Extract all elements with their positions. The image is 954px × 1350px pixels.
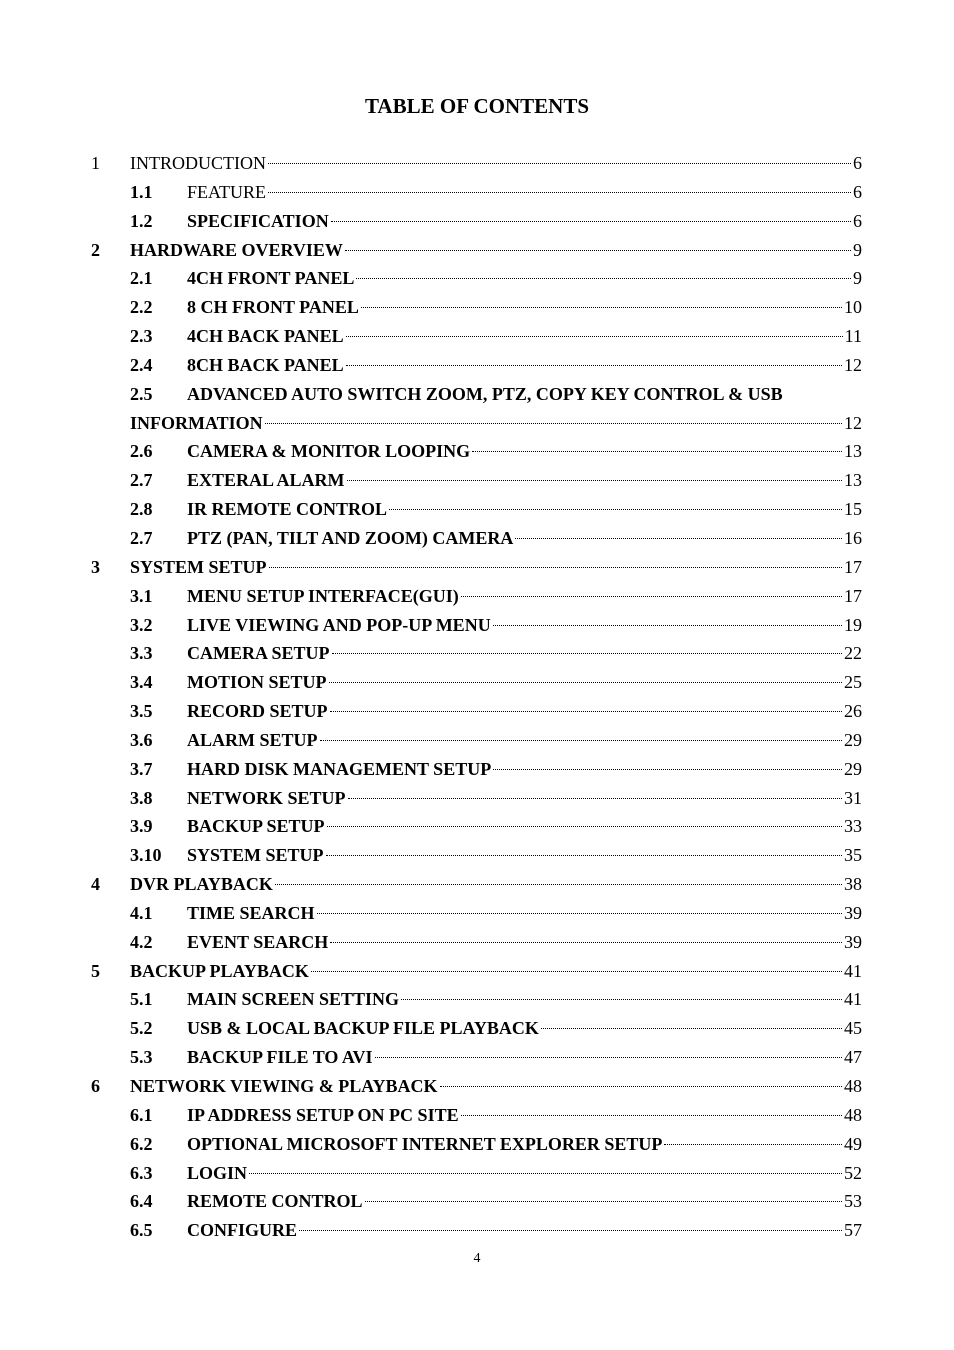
toc-entry-title: CAMERA & MONITOR LOOPING [187,441,471,462]
toc-entry-page: 26 [844,701,862,722]
dot-leader [317,913,842,914]
dot-leader [326,855,842,856]
toc-entry-line [187,668,862,696]
toc-entry-number: 2.1 [130,268,153,289]
toc-entry-number: 3.2 [130,614,153,635]
toc-entry[interactable] [0,957,954,986]
toc-entry-title: MOTION SETUP [187,672,327,693]
toc-entry-line [187,841,862,869]
toc-entry-number: 6.3 [130,1162,153,1183]
dot-leader [365,1201,842,1202]
dot-leader [461,596,842,597]
toc-entry-title: RECORD SETUP [187,701,328,722]
toc-entry-number: 3.7 [130,758,153,779]
toc-entry-page: 19 [844,614,862,635]
toc-entry-title: CAMERA SETUP [187,643,330,664]
toc-entry-number: 6.1 [130,1104,153,1125]
toc-entry-number: 5.3 [130,1047,153,1068]
toc-entry-title: IP ADDRESS SETUP ON PC SITE [187,1104,459,1125]
toc-entry-page: 33 [844,816,862,837]
dot-leader [389,509,842,510]
dot-leader [361,307,842,308]
toc-entry-line [130,1072,862,1100]
toc-entry-line [187,582,862,610]
toc-entry-line [187,1187,862,1215]
toc-entry[interactable] [0,697,954,726]
toc-entry-title: 4CH BACK PANEL [187,326,344,347]
toc-entry[interactable] [0,1130,954,1159]
toc-entry-line [187,639,862,667]
toc-entry-title: DVR PLAYBACK [130,874,273,895]
toc-entry-page: 49 [844,1133,862,1154]
toc-entry-number: 2.5 [130,383,153,404]
toc-entry-line [187,322,862,350]
toc-entry-page: 17 [844,556,862,577]
toc-entry-title: 8CH BACK PANEL [187,354,344,375]
toc-entry-number: 1 [91,153,100,173]
toc-entry[interactable] [0,784,954,813]
dot-leader [461,1115,842,1116]
toc-entry[interactable] [0,812,954,841]
dot-leader [472,451,842,452]
toc-entry-title: CONFIGURE [187,1220,298,1241]
toc-entry-page: 45 [844,1018,862,1039]
toc-list [0,149,954,1245]
toc-entry[interactable] [0,264,954,293]
toc-entry-number: 3.4 [130,672,153,693]
toc-entry-line [187,524,862,552]
toc-entry[interactable] [0,322,954,351]
dot-leader [329,682,842,683]
toc-entry-page: 48 [844,1104,862,1125]
toc-entry[interactable] [0,726,954,755]
toc-entry-line [187,207,862,235]
toc-entry[interactable] [0,236,954,265]
toc-entry-line [130,957,862,985]
toc-entry-line [187,466,862,494]
toc-entry-title: BACKUP FILE TO AVI [187,1047,373,1068]
toc-entry[interactable] [0,841,954,870]
toc-entry-page: 39 [844,902,862,923]
toc-entry[interactable] [0,639,954,668]
toc-entry-number: 3.9 [130,816,153,837]
toc-entry-number: 2.7 [130,527,153,548]
toc-entry-page: 39 [844,931,862,952]
toc-entry-number: 4.2 [130,931,153,952]
toc-entry-page: 29 [844,729,862,750]
toc-entry-page: 41 [844,960,862,981]
toc-entry-line [187,437,862,465]
dot-leader [275,884,842,885]
toc-entry-line [187,351,862,379]
toc-entry-page: 38 [844,874,862,895]
toc-entry[interactable] [0,1072,954,1101]
toc-entry-number: 2.7 [130,470,153,491]
toc-entry-page: 29 [844,758,862,779]
toc-entry[interactable] [0,178,954,207]
toc-entry-title: NETWORK SETUP [187,787,346,808]
toc-entry-line [187,928,862,956]
toc-entry-title: ALARM SETUP [187,729,318,750]
toc-entry-number: 1.2 [130,210,153,231]
toc-entry-page: 12 [844,354,862,375]
dot-leader [249,1173,842,1174]
dot-leader [346,365,842,366]
toc-entry-page: 12 [844,412,862,433]
toc-entry-number: 2.6 [130,441,153,462]
dot-leader [348,798,842,799]
toc-entry-number: 2.4 [130,354,153,375]
toc-entry-title: MENU SETUP INTERFACE(GUI) [187,585,459,606]
toc-entry-title: SPECIFICATION [187,210,329,231]
toc-entry[interactable] [0,1187,954,1216]
toc-entry[interactable] [0,985,954,1014]
toc-entry-page: 48 [844,1076,862,1096]
toc-entry[interactable] [0,149,954,178]
dot-leader [515,538,842,539]
dot-leader [440,1086,842,1087]
toc-entry-page: 13 [844,441,862,462]
toc-entry[interactable] [0,1101,954,1130]
toc-entry-page: 57 [844,1220,862,1241]
toc-entry-page: 15 [844,499,862,520]
toc-entry[interactable] [0,207,954,236]
dot-leader [331,221,851,222]
toc-entry-title: OPTIONAL MICROSOFT INTERNET EXPLORER SETUP [187,1133,663,1154]
toc-entry-number: 1.1 [130,181,153,202]
toc-entry-line [187,697,862,725]
toc-entry-title: TIME SEARCH [187,902,315,923]
toc-entry-page: 52 [844,1162,862,1183]
toc-entry-page: 10 [844,297,862,318]
toc-entry[interactable] [0,870,954,899]
toc-entry-number: 4 [91,874,100,895]
toc-entry-page: 6 [853,153,862,173]
toc-entry[interactable] [0,380,954,409]
toc-entry-title: 4CH FRONT PANEL [187,268,355,289]
toc-entry[interactable] [0,553,954,582]
toc-entry-title: INFORMATION [130,412,263,433]
toc-entry-line [187,1130,862,1158]
toc-entry-number: 3.6 [130,729,153,750]
toc-entry-line [187,264,862,292]
toc-entry-line [130,236,862,264]
toc-entry-page: 13 [844,470,862,491]
toc-entry[interactable] [0,668,954,697]
toc-entry-number: 3.1 [130,585,153,606]
toc-entry-page: 6 [853,210,862,231]
toc-entry-title: IR REMOTE CONTROL [187,499,388,520]
toc-entry-number: 2.3 [130,326,153,347]
toc-entry-line [130,553,862,581]
page-number: 4 [473,1251,481,1266]
toc-entry-title: USB & LOCAL BACKUP FILE PLAYBACK [187,1018,539,1039]
toc-entry[interactable] [0,524,954,553]
toc-entry-title: REMOTE CONTROL [187,1191,363,1212]
toc-entry-line [187,1101,862,1129]
toc-entry-title: EVENT SEARCH [187,931,329,952]
dot-leader [401,999,842,1000]
toc-entry-line [187,812,862,840]
toc-entry-page: 6 [853,181,862,202]
toc-entry[interactable] [0,611,954,640]
toc-entry-number: 3.5 [130,701,153,722]
toc-entry-page: 31 [844,787,862,808]
toc-entry-number: 3 [91,556,100,577]
toc-entry-page: 17 [844,585,862,606]
toc-entry-title: 8 CH FRONT PANEL [187,297,359,318]
toc-entry-line [187,899,862,927]
dot-leader [493,625,842,626]
dot-leader [311,971,842,972]
toc-entry-line [187,755,862,783]
toc-entry-line [187,611,862,639]
toc-entry[interactable] [0,409,954,438]
toc-entry-line [187,985,862,1013]
dot-leader [541,1028,842,1029]
toc-entry-line [187,380,862,408]
toc-entry-line [187,1043,862,1071]
toc-entry-number: 6.5 [130,1220,153,1241]
toc-entry-title: LOGIN [187,1162,248,1183]
dot-leader [330,711,842,712]
dot-leader [330,942,842,943]
toc-entry-title: SYSTEM SETUP [130,556,267,577]
toc-entry[interactable] [0,351,954,380]
toc-entry-title: NETWORK VIEWING & PLAYBACK [130,1076,438,1096]
toc-entry[interactable] [0,582,954,611]
dot-leader [268,163,851,164]
toc-entry[interactable] [0,928,954,957]
toc-entry[interactable] [0,437,954,466]
toc-entry-title: LIVE VIEWING AND POP-UP MENU [187,614,491,635]
toc-entry-line [187,1014,862,1042]
toc-entry-title: ADVANCED AUTO SWITCH ZOOM, PTZ, COPY KEY CONTROL & USB [187,383,783,404]
toc-entry[interactable] [0,1043,954,1072]
toc-entry[interactable] [0,466,954,495]
dot-leader [320,740,842,741]
toc-entry-line [187,178,862,206]
toc-entry-title: MAIN SCREEN SETTING [187,989,400,1010]
toc-entry-page: 11 [844,326,862,347]
dot-leader [299,1230,842,1231]
toc-entry-number: 4.1 [130,902,153,923]
toc-entry-page: 47 [844,1047,862,1068]
dot-leader [346,336,843,337]
toc-entry-title: SYSTEM SETUP [187,845,324,866]
toc-entry-line [130,870,862,898]
dot-leader [269,567,842,568]
dot-leader [265,423,842,424]
toc-entry-number: 2.8 [130,499,153,520]
toc-entry-page: 16 [844,527,862,548]
dot-leader [375,1057,842,1058]
toc-entry-line [187,726,862,754]
toc-entry-number: 3.8 [130,787,153,808]
dot-leader [493,769,842,770]
toc-entry-number: 3.10 [130,845,162,866]
toc-entry-line [130,149,862,177]
dot-leader [664,1144,842,1145]
dot-leader [332,653,842,654]
toc-entry-title: BACKUP PLAYBACK [130,960,309,981]
dot-leader [347,480,842,481]
toc-entry-page: 9 [853,268,862,289]
toc-entry-number: 2 [91,239,100,260]
toc-entry-title: EXTERAL ALARM [187,470,345,491]
toc-entry-title: INTRODUCTION [130,153,266,173]
toc-entry[interactable] [0,899,954,928]
toc-entry-number: 5 [91,960,100,981]
toc-entry-number: 5.1 [130,989,153,1010]
toc-entry[interactable] [0,1216,954,1245]
toc-entry-title: PTZ (PAN, TILT AND ZOOM) CAMERA [187,527,514,548]
toc-entry-number: 6.4 [130,1191,153,1212]
toc-entry-number: 2.2 [130,297,153,318]
toc-title: TABLE OF CONTENTS [364,94,590,118]
toc-entry-title: HARDWARE OVERVIEW [130,239,343,260]
dot-leader [327,826,842,827]
toc-entry-line [187,293,862,321]
toc-entry-page: 22 [844,643,862,664]
toc-entry[interactable] [0,1159,954,1188]
toc-entry-number: 6.2 [130,1133,153,1154]
toc-entry-number: 5.2 [130,1018,153,1039]
dot-leader [345,250,851,251]
toc-entry-number: 3.3 [130,643,153,664]
toc-entry[interactable] [0,293,954,322]
toc-entry-page: 9 [853,239,862,260]
toc-entry-number: 6 [91,1076,100,1096]
toc-entry-title: FEATURE [187,181,267,202]
toc-entry-page: 25 [844,672,862,693]
dot-leader [268,192,851,193]
toc-entry[interactable] [0,1014,954,1043]
toc-entry-line [187,784,862,812]
toc-entry-line [187,1216,862,1244]
toc-entry[interactable] [0,495,954,524]
toc-entry[interactable] [0,755,954,784]
toc-entry-page: 53 [844,1191,862,1212]
toc-entry-title: HARD DISK MANAGEMENT SETUP [187,758,492,779]
toc-entry-title: BACKUP SETUP [187,816,325,837]
toc-entry-line [130,409,862,437]
dot-leader [356,278,851,279]
toc-entry-line [187,495,862,523]
toc-entry-line [187,1159,862,1187]
toc-entry-page: 41 [844,989,862,1010]
toc-entry-page: 35 [844,845,862,866]
